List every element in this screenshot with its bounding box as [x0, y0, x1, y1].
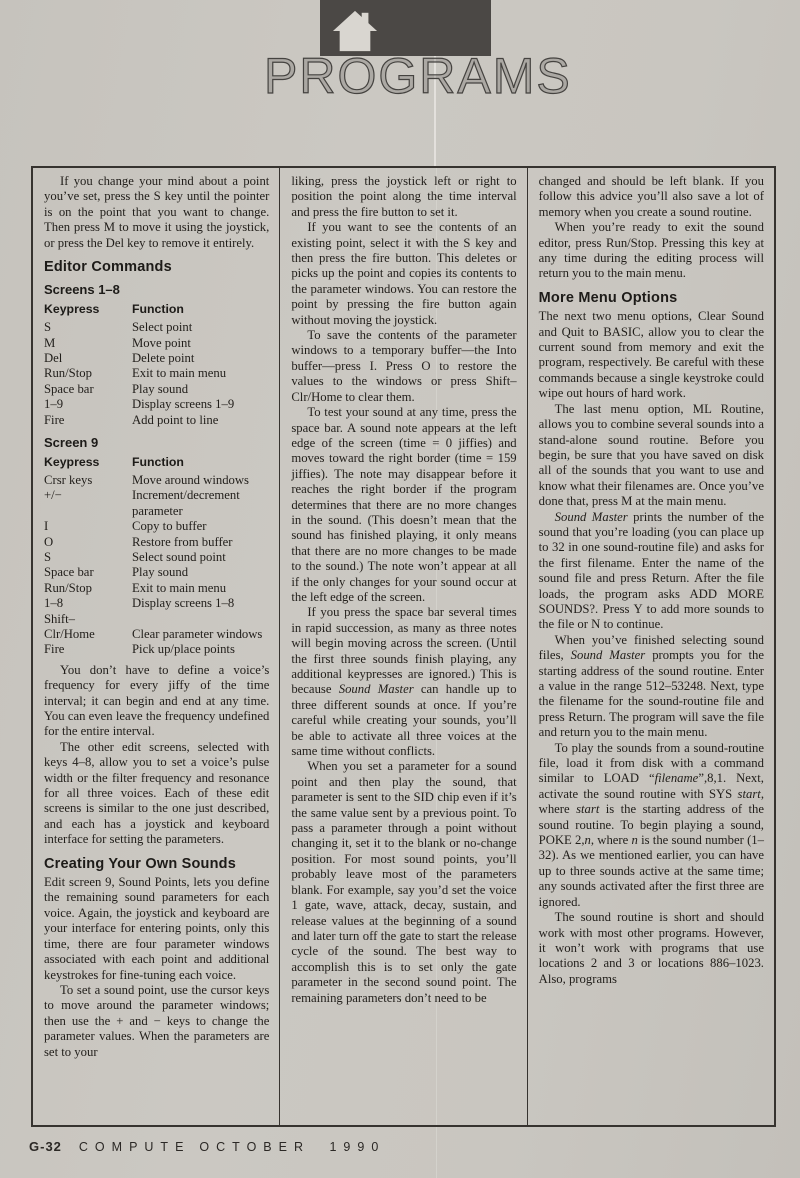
page-footer: [29, 1139, 385, 1154]
column-header: Keypress: [44, 301, 100, 316]
text-run: , where: [538, 786, 764, 817]
paragraph: liking, press the joystick left or right to position the point along the time interval and press the fire button to set it.: [291, 174, 517, 219]
function-cell: Select point: [132, 320, 193, 335]
paragraph: When you set a parameter for a sound point and then play the sound, that parameter is sent to the SID chip even if it’s the same value sent by a previous point. To pass a parameter through a point without changing it, set it to the blank or no-change position. For most sound points, you’ll probably leave most of the parameters blank. For example, say you’d set the voice 1 gate, wave, attack, decay, sustain, and release values at the beginning of a sound and later turn off the gate to start the release cycle of the sound. The best way to accomplish this is to set only the gate parameter in the second sound point. The remaining parameters don’t need to be: [291, 759, 517, 1005]
function-cell: Restore from buffer: [132, 534, 233, 549]
table-row: [44, 642, 269, 657]
function-cell: Display screens 1–8: [132, 596, 235, 611]
keypress-cell: Run/Stop: [44, 366, 92, 381]
paragraph: To set a sound point, use the cursor keys to move around the parameter windows; then use the + and − keys to change the parameter values. When the parameters are set to your: [44, 982, 270, 1059]
function-cell: Pick up/place points: [132, 642, 235, 657]
paragraph: [539, 633, 764, 741]
keypress-cell: Space bar: [44, 381, 94, 396]
paragraph: To test your sound at any time, press the space bar. A sound note appears at the left edge of the screen (time = 0 jiffies) and moves toward the right border (time = 159 jiffies). The note may disappear before it reaches the right border if the program determines that there are no more changes in the sound. (This doesn’t mean that the sound has finished playing, it only means that there are no more changes to be made to the sound.) The note won’t appear at all if the only changes for your sound occur at the left edge of the screen.: [291, 405, 517, 604]
function-cell: Delete point: [132, 351, 195, 366]
function-cell: [132, 612, 269, 627]
keypress-cell: 1–8: [44, 596, 64, 611]
keypress-cell: S: [44, 320, 52, 335]
keypress-cell: Shift–: [44, 611, 76, 626]
article-column-1: [33, 168, 279, 1125]
table-row: [44, 320, 269, 335]
keypress-cell: I: [44, 519, 49, 534]
table-row: [44, 413, 269, 428]
table-row: [44, 336, 269, 351]
paragraph: You don’t have to define a voice’s frequency for every jiffy of the time interval; it can begin and end at any time. You can even leave the frequency undefined for the entire interval.: [44, 662, 270, 739]
table-row: [44, 581, 269, 596]
paragraph: [539, 741, 764, 910]
paragraph: [539, 510, 764, 633]
table-caption: Screen 9: [44, 435, 99, 451]
command-table: [44, 282, 269, 428]
text-run: can handle up to three different sounds at once. If you’re careful while creating your sounds, you’ll be able to activate all three voices at the same time without conflicts.: [291, 682, 517, 759]
text-run: , where: [590, 833, 632, 848]
table-row: [44, 473, 269, 488]
function-cell: Play sound: [132, 381, 189, 396]
paragraph: When you’re ready to exit the sound editor, press Run/Stop. Pressing this key at any time during the editing process will return you to the main menu.: [538, 220, 764, 281]
function-cell: Select sound point: [132, 549, 226, 564]
italic-text: Sound Master: [554, 509, 628, 524]
function-cell: Add point to line: [132, 412, 219, 427]
table-row: [44, 596, 269, 611]
house-icon: [332, 9, 378, 53]
paragraph: The other edit screens, selected with keys 4–8, allow you to set a voice’s pulse width or the filter frequency and resonance for all three voices. Each of these edit screens is similar to the one just described, and each has a joystick and keyboard interface for setting the parameters.: [44, 739, 270, 847]
table-row: [44, 565, 269, 580]
article-column-2: [279, 168, 526, 1125]
article-body: [31, 166, 776, 1127]
function-cell: Move around windows: [132, 472, 249, 487]
table-row: [44, 519, 269, 534]
italic-text: n: [584, 833, 591, 848]
text-run: If you press the space bar several times in rapid succession, as many as three notes will begin moving across the screen. (Until the first three sounds finish playing, any additional keypresses are ignored.) This is because: [291, 605, 517, 697]
column-header: Function: [132, 454, 184, 469]
function-cell: Play sound: [132, 565, 189, 580]
section-title: PROGRAMS: [264, 48, 572, 104]
keypress-cell: Fire: [44, 412, 65, 427]
paragraph: [291, 605, 516, 759]
keypress-cell: Space bar: [44, 565, 94, 580]
italic-text: Sound Master: [570, 648, 646, 663]
text-run: prompts you for the starting address of the sound routine. Enter a value in the range 512–53248. Next, type the filename for the sound-routine file and press Return. The program will save the file and return you to the main menu.: [538, 648, 764, 740]
table-header-row: [44, 455, 269, 470]
keypress-cell: Del: [44, 351, 63, 366]
article-column-3: [527, 168, 774, 1125]
section-heading: More Menu Options: [538, 289, 678, 306]
text-run: is the starting address of the sound routine. To begin playing a sound, POKE 2,: [538, 802, 764, 848]
keypress-cell: Clr/Home: [44, 626, 95, 641]
text-run: prints the number of the sound that you’re loading (you can place up to 32 in one sound-routine file) and asks for the first filename. Enter the name of the sound file and press Return. After the file loads, the program asks ADD MORE SOUNDS?. Press Y to add more sounds to the file or N to continue.: [538, 509, 764, 632]
paragraph: Edit screen 9, Sound Points, lets you define the remaining sound parameters for each voice. Again, the joystick and keyboard are your interface for entering points, only this time, there are four parameter windows associated with each point and additional keystrokes for fine-tuning each voice.: [44, 875, 270, 982]
paragraph: The next two menu options, Clear Sound and Quit to BASIC, allow you to clear the current sound from memory and exit the program, respectively. Be careful with these commands because a single keystroke could wipe out hours of hard work.: [538, 309, 764, 401]
text-run: When you’ve finished selecting sound files,: [538, 632, 764, 663]
column-header: Keypress: [44, 454, 100, 469]
function-cell: Exit to main menu: [132, 366, 227, 381]
paragraph: changed and should be left blank. If you follow this advice you’ll also save a lot of memory when you create a sound routine.: [538, 174, 764, 219]
magazine-name: COMPUTE: [78, 1140, 191, 1154]
keypress-cell: M: [44, 335, 56, 350]
page-number: G-32: [29, 1139, 62, 1154]
keypress-cell: 1–9: [44, 397, 64, 412]
table-row: [44, 488, 269, 519]
paragraph: To save the contents of the parameter windows to a temporary buffer—the Into buffer—press I. Press O to restore the values to the windows or press Shift–Clr/Home to clear them.: [291, 328, 517, 404]
paragraph: The last menu option, ML Routine, allows you to combine several sounds into a stand-alone sound routine. Before you begin, be sure that you have saved on disk all of the sounds that you want to use and know what their filenames are. Once you’ve done that, press M at the main menu.: [538, 401, 764, 509]
table-row: [44, 351, 269, 366]
text-run: ”,8,1. Next, activate the sound routine with SYS: [538, 771, 764, 801]
italic-text: n: [631, 833, 638, 848]
table-row: [44, 550, 269, 565]
table-row: [44, 397, 269, 412]
command-table: [44, 435, 269, 658]
italic-text: filename: [654, 771, 699, 786]
function-cell: Display screens 1–9: [132, 397, 235, 412]
keypress-cell: Run/Stop: [44, 580, 92, 595]
function-cell: Clear parameter windows: [132, 626, 263, 641]
table-row: [44, 535, 269, 550]
keypress-cell: Crsr keys: [44, 472, 93, 487]
text-run: To play the sounds from a sound-routine file, load it from disk with a command similar to LOAD “: [538, 740, 764, 786]
italic-text: start: [737, 786, 761, 801]
italic-text: Sound Master: [338, 682, 414, 697]
table-row: [44, 382, 269, 397]
table-row: [44, 366, 269, 381]
paragraph: If you change your mind about a point you’ve set, press the S key until the pointer is on the point that you want to change. Then press M to move it using the joystick, or press the Del key to remove it entirely.: [44, 174, 270, 250]
keypress-cell: +/−: [44, 488, 62, 503]
keypress-cell: Fire: [44, 642, 65, 657]
function-cell: Increment/decrement parameter: [132, 488, 240, 518]
section-heading: Creating Your Own Sounds: [44, 855, 236, 872]
table-header-row: [44, 302, 269, 317]
paragraph: If you want to see the contents of an existing point, select it with the S key and then press the fire button. This deletes or picks up the point and copies its contents to the parameter windows. You can restore the point by pressing the fire button again without moving the joystick.: [291, 220, 517, 327]
function-cell: Copy to buffer: [132, 519, 207, 534]
column-header: Function: [132, 301, 184, 316]
paragraph: The sound routine is short and should work with most other programs. However, it won’t work with programs that use locations 2 and 3 or locations 886–1023. Also, programs: [538, 910, 764, 986]
section-heading: Editor Commands: [44, 259, 172, 276]
keypress-cell: O: [44, 534, 54, 549]
table-caption: Screens 1–8: [44, 282, 120, 298]
text-run: is the sound number (1–32). As we mentioned earlier, you can have up to three sounds active at the same time; any sounds activated after the first three are ignored.: [538, 833, 764, 909]
italic-text: start: [576, 802, 600, 817]
table-row: [44, 612, 269, 627]
function-cell: Exit to main menu: [132, 580, 227, 595]
keypress-cell: S: [44, 549, 52, 564]
issue-date: OCTOBER 1990: [199, 1140, 386, 1154]
table-row: [44, 627, 269, 642]
function-cell: Move point: [132, 335, 191, 350]
